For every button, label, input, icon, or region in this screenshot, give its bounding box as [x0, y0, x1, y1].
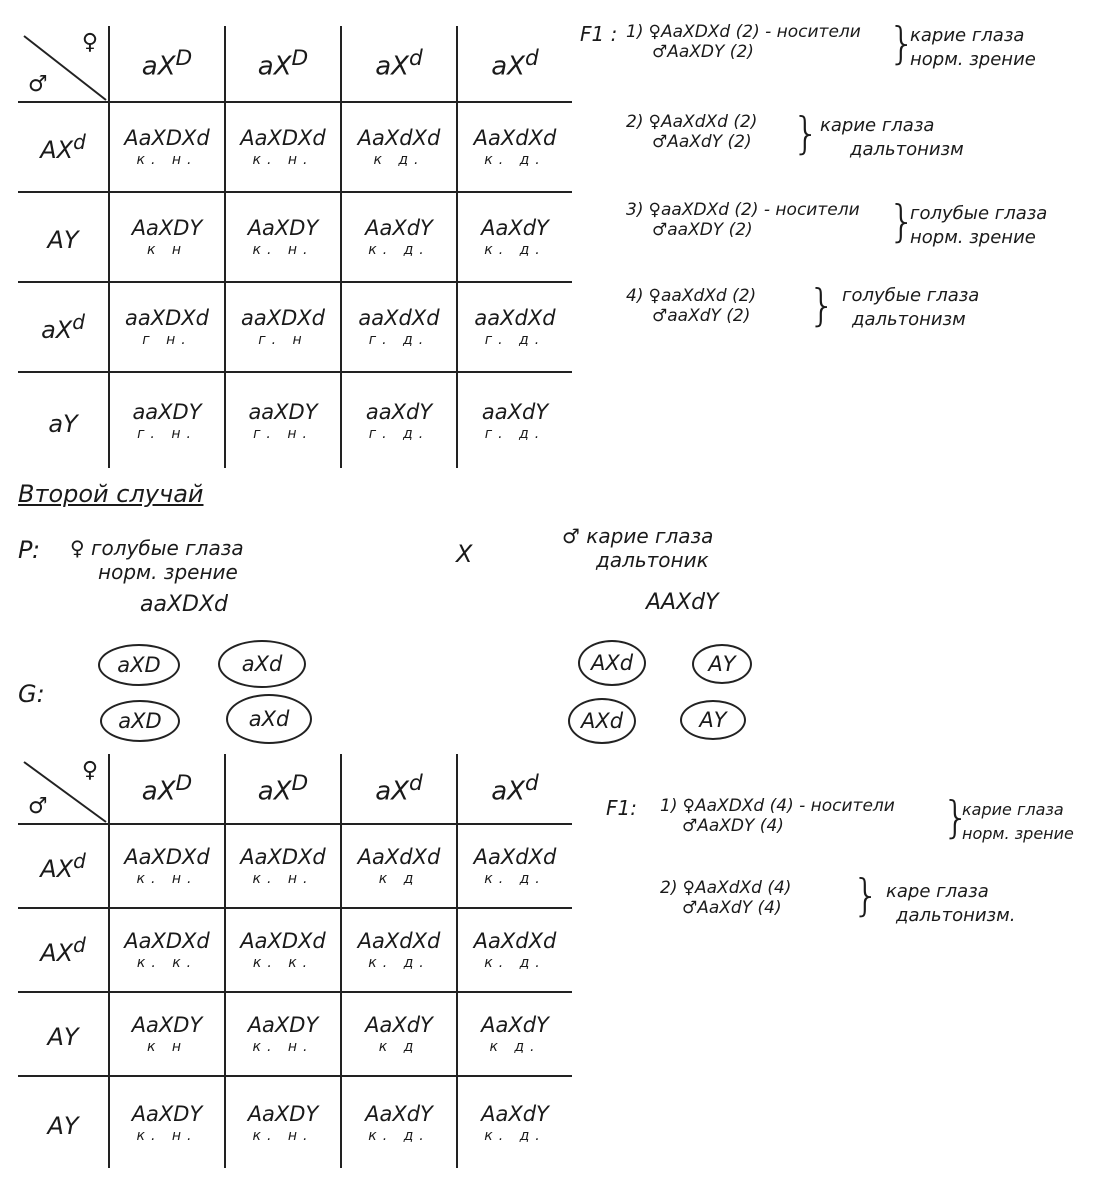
punnett-cell: AaXDXd к. к.: [225, 908, 341, 992]
row-header: $AX^d$: [18, 824, 109, 908]
f1-group-1: [626, 22, 861, 62]
col-header: $aX^d$: [341, 26, 457, 102]
male-parent-geno: AAXdY: [646, 590, 719, 615]
f1-num: 1): [626, 22, 644, 42]
brace: }: [852, 870, 880, 921]
punnett-cell: aaXDXd г н.: [109, 282, 225, 372]
row-header: AY: [47, 1111, 79, 1140]
f1-female: ♀aaXDXd (2) - носители: [648, 200, 860, 220]
f1-male: ♂AaXdY (2): [652, 132, 752, 152]
row-header: AY: [18, 192, 109, 282]
female-symbol: ♀: [81, 30, 98, 55]
brace: }: [808, 280, 836, 331]
col-header: $aX^D$: [109, 26, 225, 102]
punnett-cell: aaXdY г. д.: [457, 372, 572, 468]
punnett-cell: aaXDY г. н.: [109, 372, 225, 468]
cross-symbol: X: [456, 540, 473, 568]
f1-num: 2): [626, 112, 644, 132]
f1-group-1: [660, 796, 895, 836]
punnett-cell: AaXdXd к. д.: [341, 908, 457, 992]
female-parent-pheno: ♀ голубые глаза норм. зрение: [70, 536, 244, 584]
row-header: $AX^d$: [18, 102, 109, 192]
punnett-cell: AaXdY к. д.: [341, 1076, 457, 1168]
f1-num: 1): [660, 796, 678, 816]
f1-pheno: карие глаза норм. зрение: [910, 25, 1036, 70]
punnett-cell: AaXDXd к. к.: [109, 908, 225, 992]
male-symbol: ♂: [28, 794, 48, 819]
punnett-cell: AaXdXd к д.: [341, 102, 457, 192]
f1-group-2: [660, 878, 791, 918]
female-parent-geno: aaXDXd: [140, 592, 229, 617]
punnett-cell: AaXdY к д.: [457, 992, 572, 1076]
gamete-male: AY: [692, 644, 752, 684]
punnett-cell: AaXDXd к. н.: [109, 102, 225, 192]
f1-group-2: [626, 112, 757, 152]
punnett-cell: AaXDY к н: [109, 192, 225, 282]
male-parent-pheno: ♂ карие глаза дальтоник: [562, 524, 714, 572]
punnett-cell: aaXDXd г. н: [225, 282, 341, 372]
punnett-table-2: [18, 754, 572, 1168]
punnett-cell: AaXDXd к. н.: [225, 824, 341, 908]
col-header: $aX^d$: [457, 26, 572, 102]
punnett-cell: aaXdXd г. д.: [457, 282, 572, 372]
f1-group-4: [626, 286, 756, 326]
f1-female: ♀AaXdXd (4): [682, 878, 792, 898]
brace: }: [942, 792, 970, 843]
f1-num: 3): [626, 200, 644, 220]
punnett-cell: aaXDY г. н.: [225, 372, 341, 468]
gamete-male: AXd: [578, 640, 646, 686]
punnett-cell: aaXdY г. д.: [341, 372, 457, 468]
f1-male: ♂AaXDY (2): [652, 42, 754, 62]
punnett-cell: AaXDY к н: [109, 992, 225, 1076]
f1-label: F1:: [606, 796, 637, 820]
punnett-cell: AaXDY к. н.: [109, 1076, 225, 1168]
f1-num: 2): [660, 878, 678, 898]
punnett-table-1: [18, 26, 572, 468]
row-header: aY: [48, 409, 78, 438]
gamete-male: AXd: [568, 698, 636, 744]
row-header: $aX^d$: [18, 282, 109, 372]
f1-male: ♂aaXdY (2): [652, 306, 751, 326]
case2-title: Второй случай: [18, 480, 204, 508]
male-symbol: ♂: [28, 72, 48, 97]
f1-female: ♀AaXdXd (2): [648, 112, 758, 132]
col-header: $aX^d$: [457, 754, 572, 824]
punnett-cell: AaXdY к. д.: [457, 192, 572, 282]
f1-pheno: каре глаза дальтонизм.: [886, 881, 1016, 926]
col-header: $aX^d$: [341, 754, 457, 824]
punnett-cell: aaXdXd г. д.: [341, 282, 457, 372]
female-symbol: ♀: [81, 758, 98, 783]
punnett-cell: AaXdY к д: [341, 992, 457, 1076]
col-header: $aX^D$: [109, 754, 225, 824]
gamete-female: aXD: [98, 644, 180, 686]
f1-pheno: голубые глаза норм. зрение: [910, 203, 1048, 248]
gamete-female: aXd: [218, 640, 306, 688]
f1-pheno: карие глаза норм. зрение: [962, 800, 1074, 843]
brace: }: [792, 108, 820, 159]
corner-cell: [18, 754, 109, 824]
punnett-cell: AaXdY к. д.: [457, 1076, 572, 1168]
punnett-cell: AaXDY к. н.: [225, 1076, 341, 1168]
f1-male: ♂aaXDY (2): [652, 220, 753, 240]
col-header: $aX^D$: [225, 26, 341, 102]
f1-group-3: [626, 200, 860, 240]
corner-cell: [18, 26, 109, 102]
brace: }: [888, 18, 916, 69]
p-label: P:: [18, 536, 41, 564]
punnett-cell: AaXdXd к д: [341, 824, 457, 908]
f1-female: ♀AaXDXd (4) - носители: [682, 796, 895, 816]
f1-female: ♀AaXDXd (2) - носители: [648, 22, 861, 42]
punnett-cell: AaXDY к. н.: [225, 192, 341, 282]
gamete-female: aXD: [100, 700, 180, 742]
f1-label: F1 :: [580, 22, 618, 46]
f1-pheno: голубые глаза дальтонизм: [842, 285, 980, 330]
gamete-male: AY: [680, 700, 746, 740]
row-header: $AX^d$: [18, 908, 109, 992]
punnett-cell: AaXdY к. д.: [341, 192, 457, 282]
punnett-cell: AaXDXd к. н.: [109, 824, 225, 908]
g-label: G:: [18, 680, 45, 708]
brace: }: [888, 196, 916, 247]
punnett-cell: AaXdXd к. д.: [457, 908, 572, 992]
f1-pheno: карие глаза дальтонизм: [820, 115, 964, 160]
f1-female: ♀aaXdXd (2): [648, 286, 757, 306]
col-header: $aX^D$: [225, 754, 341, 824]
punnett-cell: AaXdXd к. д.: [457, 824, 572, 908]
f1-num: 4): [626, 286, 644, 306]
f1-male: ♂AaXDY (4): [682, 816, 784, 836]
f1-male: ♂AaXdY (4): [682, 898, 782, 918]
row-header: AY: [18, 992, 109, 1076]
punnett-cell: AaXdXd к. д.: [457, 102, 572, 192]
punnett-cell: AaXDY к. н.: [225, 992, 341, 1076]
gamete-female: aXd: [226, 694, 312, 744]
punnett-cell: AaXDXd к. н.: [225, 102, 341, 192]
